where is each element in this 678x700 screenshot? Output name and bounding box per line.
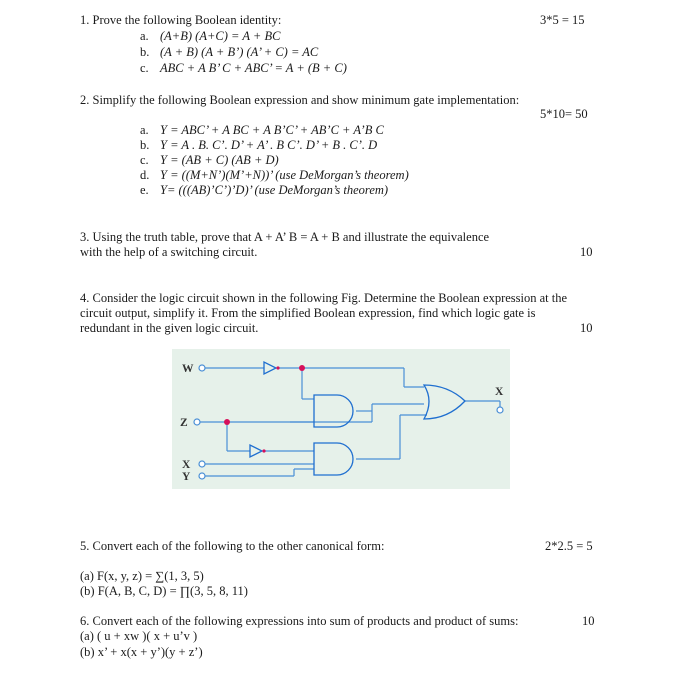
q5-title: 5. Convert each of the following to the other canonical form:	[80, 539, 385, 553]
q4-line3: redundant in the given logic circuit.	[80, 321, 259, 335]
q2-item-d-label: d.	[140, 168, 150, 182]
q1-title: 1. Prove the following Boolean identity:	[80, 13, 282, 27]
q5-part-b: (b) F(A, B, C, D) = ∏(3, 5, 8, 11)	[80, 584, 248, 598]
q3-line2: with the help of a switching circuit.	[80, 245, 258, 259]
q1-marks: 3*5 = 15	[540, 13, 585, 27]
or-gate	[424, 385, 465, 419]
logic-circuit-figure	[172, 349, 510, 489]
input-label-w: W	[182, 363, 194, 375]
terminal-w	[199, 365, 205, 371]
q5-marks: 2*2.5 = 5	[545, 539, 593, 553]
output-label-x: X	[495, 386, 504, 398]
buffer-gate-1	[264, 362, 276, 374]
input-label-x: X	[182, 459, 191, 471]
q4-line1: 4. Consider the logic circuit shown in the following Fig. Determine the Boolean expression at the	[80, 291, 568, 305]
q1-item-c-expr: ABC + A B’ C + ABC’ = A + (B + C)	[160, 61, 347, 75]
q2-title: 2. Simplify the following Boolean expression and show minimum gate implementation:	[80, 93, 520, 107]
junction-w	[299, 365, 305, 371]
q3-line1: 3. Using the truth table, prove that A + A’ B = A + B and illustrate the equivalence	[80, 230, 490, 244]
buffer-2-output-dot	[262, 449, 265, 452]
and-gate-2	[314, 443, 353, 475]
q3-marks: 10	[580, 245, 593, 259]
q2-marks: 5*10= 50	[540, 107, 588, 121]
q1-item-b-expr: (A + B) (A + B’) (A’ + C) = AC	[160, 45, 319, 59]
q4-line2: circuit output, simplify it. From the simplified Boolean expression, find which logic gate is	[80, 306, 536, 320]
q2-item-b-expr: Y = A . B. C’. D’ + A’ . B C’. D’ + B . C’. D	[160, 138, 378, 152]
q2-item-a-expr: Y = ABC’ + A BC + A B’C’ + AB’C + A’B C	[160, 123, 384, 137]
input-label-z: Z	[180, 417, 188, 429]
input-label-y: Y	[182, 471, 191, 483]
buffer-1-output-dot	[276, 366, 279, 369]
q6-part-b: (b) x’ + x(x + y’)(y + z’)	[80, 645, 203, 659]
circuit-wires	[200, 368, 500, 476]
terminal-x	[199, 461, 205, 467]
buffer-gate-2	[250, 445, 262, 457]
q2-item-c-label: c.	[140, 153, 149, 167]
junction-z	[224, 419, 230, 425]
q6-title: 6. Convert each of the following expressions into sum of products and product of sums:	[80, 614, 519, 628]
q1-item-a-label: a.	[140, 29, 149, 43]
logic-circuit-diagram	[172, 349, 510, 489]
q2-item-a-label: a.	[140, 123, 149, 137]
q2-item-e-expr: Y= (((AB)’C’)’D)’ (use DeMorgan’s theorem)	[160, 183, 389, 197]
terminal-y	[199, 473, 205, 479]
q1-item-c-label: c.	[140, 61, 149, 75]
q6-marks: 10	[582, 614, 595, 628]
q2-item-b-label: b.	[140, 138, 150, 152]
terminal-z	[194, 419, 200, 425]
q1-item-b-label: b.	[140, 45, 150, 59]
terminal-output	[497, 407, 503, 413]
q2-item-d-expr: Y = ((M+N’)(M’+N))’ (use DeMorgan’s theorem)	[160, 168, 409, 182]
q4-marks: 10	[580, 321, 593, 335]
q2-item-c-expr: Y = (AB + C) (AB + D)	[160, 153, 279, 167]
q1-item-a-expr: (A+B) (A+C) = A + BC	[160, 29, 281, 43]
q5-part-a: (a) F(x, y, z) = ∑(1, 3, 5)	[80, 569, 204, 583]
q6-part-a: (a) ( u + xw )( x + u’v )	[80, 629, 198, 643]
q2-item-e-label: e.	[140, 183, 149, 197]
